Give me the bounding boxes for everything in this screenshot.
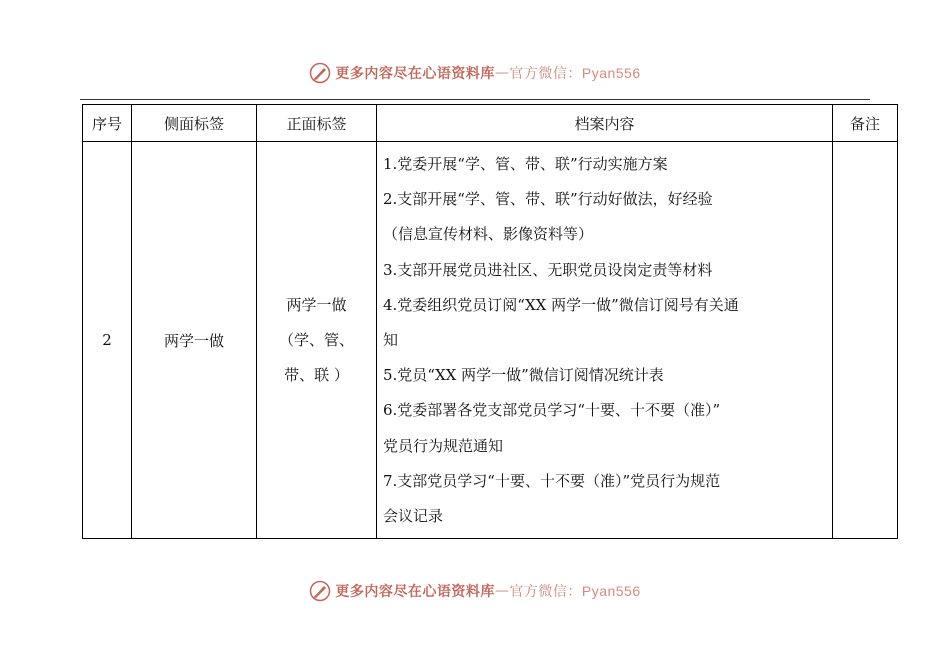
- header-seq: 序号: [83, 105, 132, 142]
- content-line: 4.党委组织党员订阅“XX 两学一做”微信订阅号有关通: [383, 295, 739, 314]
- pen-logo-icon: [309, 62, 331, 84]
- cell-side-label: 两学一做: [132, 142, 257, 539]
- table-header-row: [83, 105, 898, 142]
- cell-remark: [833, 142, 898, 539]
- watermark-brand: 更多内容尽在心语资料库: [335, 66, 495, 82]
- watermark-separator: —: [494, 583, 510, 599]
- header-rule: [80, 99, 870, 100]
- watermark-bottom: [0, 576, 950, 606]
- watermark-brand: 更多内容尽在心语资料库: [335, 584, 495, 600]
- front-label-line: （学、管、: [278, 330, 354, 349]
- header-side-label: 侧面标签: [132, 105, 257, 142]
- archive-table: [82, 104, 898, 539]
- header-remark: 备注: [833, 105, 898, 142]
- content-line: 5.党员“XX 两学一做”微信订阅情况统计表: [383, 366, 664, 385]
- content-line: 2.支部开展“学、管、带、联”行动好做法，好经验: [383, 190, 713, 209]
- content-line: 7.支部党员学习“十要、十不要（准）”党员行为规范: [383, 471, 721, 490]
- cell-content: [377, 142, 833, 539]
- watermark-separator: —: [494, 65, 510, 81]
- content-line: 1.党委开展“学、管、带、联”行动实施方案: [383, 155, 668, 173]
- content-line: 党员行为规范通知: [383, 436, 504, 455]
- watermark-official: 官方微信：: [509, 66, 582, 82]
- watermark-official: 官方微信：: [509, 584, 582, 600]
- content-line: 6.党委部署各党支部党员学习“十要、十不要（准）”: [383, 401, 721, 420]
- watermark-top: [0, 58, 950, 88]
- front-label-line: 两学一做: [286, 295, 347, 314]
- header-content: 档案内容: [377, 105, 833, 142]
- content-line: 知: [383, 331, 399, 350]
- content-line: 3.支部开展党员进社区、无职党员设岗定责等材料: [383, 260, 713, 279]
- cell-front-label: [257, 142, 377, 539]
- watermark-handle: Pyan556: [581, 65, 641, 81]
- content-line: 会议记录: [383, 507, 444, 526]
- table-row: [83, 142, 898, 539]
- front-label-line: 带、联 ）: [284, 365, 349, 384]
- watermark-handle: Pyan556: [581, 583, 641, 599]
- content-line: （信息宣传材料、影像资料等）: [383, 225, 594, 244]
- cell-seq: 2: [83, 142, 132, 539]
- pen-logo-icon: [309, 580, 331, 602]
- header-front-label: 正面标签: [257, 105, 377, 142]
